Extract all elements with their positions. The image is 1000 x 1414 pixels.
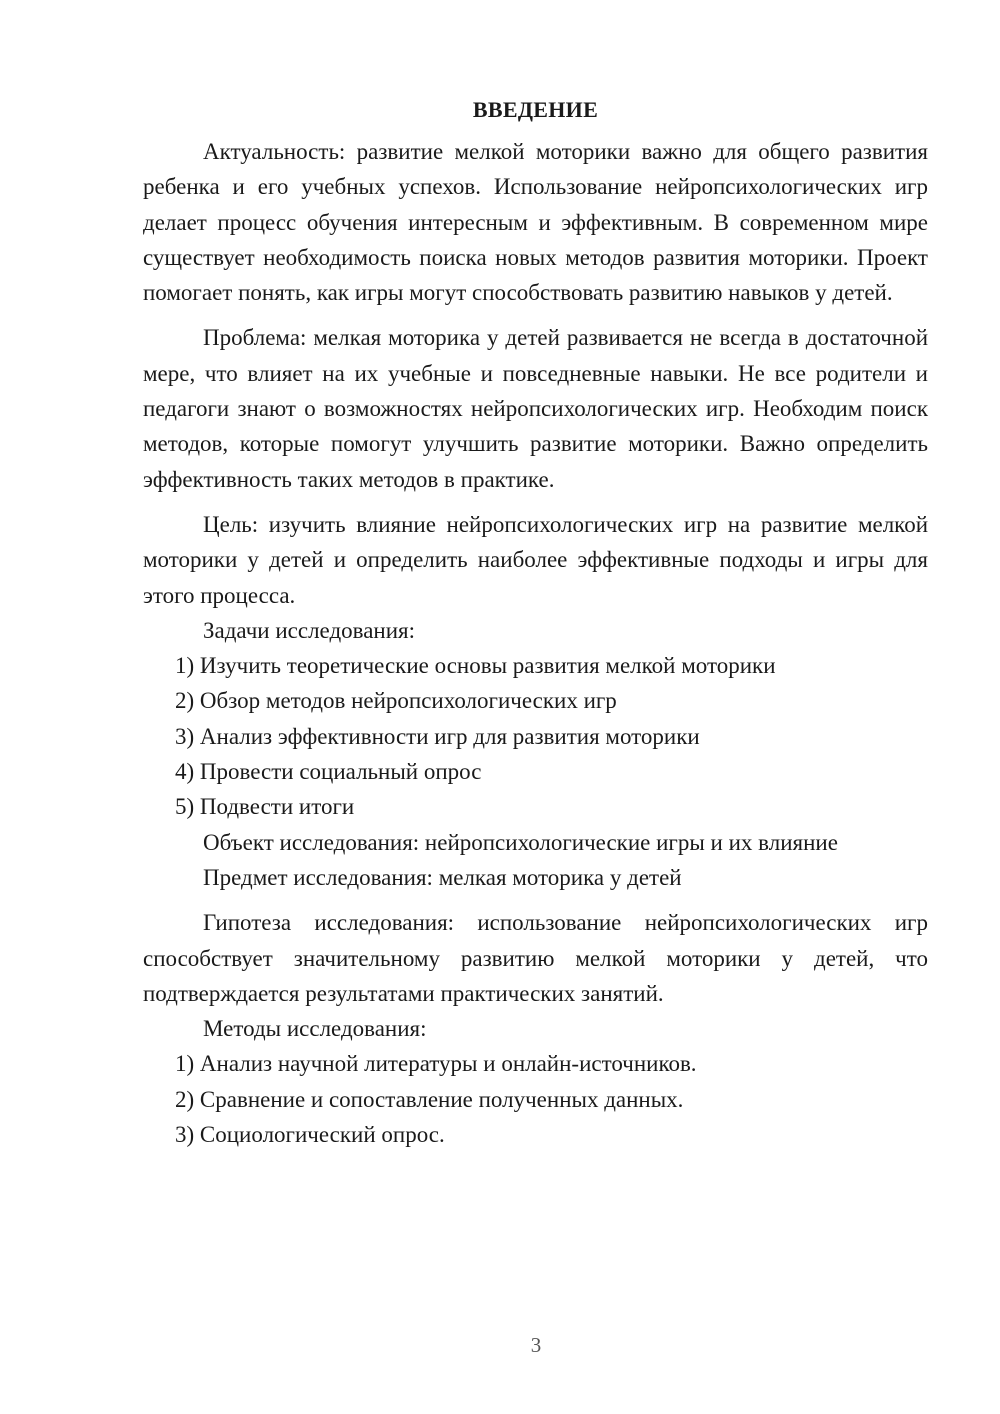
list-item: 3) Социологический опрос. [175, 1122, 445, 1148]
tasks-list [143, 648, 928, 824]
problem-paragraph: Проблема: мелкая моторика у детей развивается не всегда в достаточной мере, что влияет на их учебные и повседневные навыки. Не все родители и педагоги знают о возможностях нейропсихологических игр. Необходим поиск методов, которые помогут улучшить развитие моторики. Важно определить эффективность таких методов в практике. [143, 325, 928, 492]
list-item: 3) Анализ эффективности игр для развития моторики [175, 723, 700, 749]
list-item: 5) Подвести итоги [175, 794, 355, 820]
goal-paragraph: Цель: изучить влияние нейропсихологических игр на развитие мелкой моторики у детей и определить наиболее эффективные подходы и игры для этого процесса. [143, 511, 928, 608]
research-object: Объект исследования: нейропсихологические игры и их влияние [203, 829, 838, 855]
list-item: 2) Обзор методов нейропсихологических игр [175, 688, 617, 714]
list-item: 1) Анализ научной литературы и онлайн-источников. [175, 1051, 697, 1077]
list-item: 4) Провести социальный опрос [175, 759, 482, 785]
hypothesis-paragraph: Гипотеза исследования: использование нейропсихологических игр способствует значительному развитию мелкой моторики у детей, что подтверждается результатами практических занятий. [143, 910, 928, 1006]
page-number: 3 [530, 1333, 542, 1357]
document-page [143, 92, 928, 1152]
list-item: 2) Сравнение и сопоставление полученных данных. [175, 1086, 684, 1112]
relevance-paragraph: Актуальность: развитие мелкой моторики важно для общего развития ребенка и его учебных успехов. Использование нейропсихологических игр делает процесс обучения интересным и эффективным. В современном мире существует необходимость поиска новых методов развития моторики. Проект помогает понять, как игры могут способствовать развитию навыков у детей. [143, 139, 928, 306]
methods-heading: Методы исследования: [203, 1016, 427, 1042]
list-item: 1) Изучить теоретические основы развития мелкой моторики [175, 653, 776, 679]
methods-list [143, 1046, 928, 1152]
research-subject: Предмет исследования: мелкая моторика у детей [203, 864, 682, 890]
page-title: ВВЕДЕНИЕ [472, 97, 599, 122]
tasks-heading: Задачи исследования: [203, 617, 416, 643]
